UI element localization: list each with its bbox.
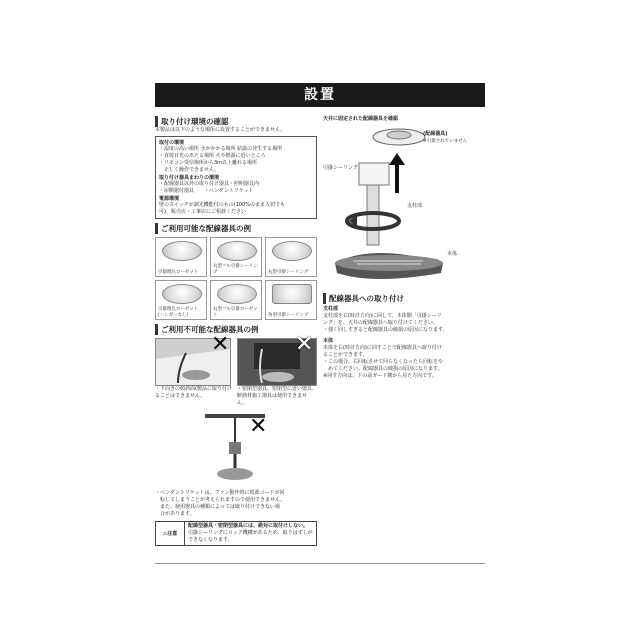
- ceiling-fixture-image: [217, 241, 257, 261]
- usable-caption: 丸型フル引掛ローゼット: [213, 307, 258, 318]
- usable-item: [155, 237, 207, 277]
- unusable-caption-1: ・下向きの傾斜面(製品に取り付けることはできません。: [155, 386, 232, 399]
- fig-label-body: 本体: [447, 251, 458, 257]
- usable-item: [155, 280, 207, 320]
- env-line: 正しく操作できません。: [159, 167, 220, 173]
- step2-line: ※回す方向は、下の前ガード側から見た方向です。: [323, 373, 437, 379]
- step1-line: ・強く回しすぎると配線器具の破損の原因になります。: [323, 327, 448, 333]
- usable-caption: 引掛埋込ローゼット: [158, 269, 199, 275]
- page-bottom-rule: [155, 563, 485, 564]
- step2-line: めてください。配線器具の破損の原因になります。: [323, 366, 443, 372]
- fig-caption-top: 天井に固定された配線器具を確認: [323, 116, 399, 122]
- prohibited-x-icon: ✕: [295, 332, 314, 357]
- env-line: ・配線器具以外の取り付け器具・照明器具内: [159, 181, 260, 187]
- fig-label-pole: 支柱部: [407, 203, 423, 209]
- usable-caption: 丸型引掛シーリング: [268, 269, 309, 275]
- env-box1-title: 取付の環境: [159, 140, 185, 146]
- step2-line: ・この場合、右回転させて回らなくなったら回転をや: [323, 359, 444, 365]
- usable-caption: 角型引掛シーリング: [268, 312, 309, 318]
- prohibited-x-icon: ✕: [249, 414, 268, 439]
- env-line: ・直射日光のあたる場所 火や熱源に近いところ: [159, 153, 266, 159]
- env-line: ・湿度の高い場所 水がかかる場所 結露の発生する場所: [159, 146, 283, 152]
- ceiling-fixture-image: [272, 284, 312, 304]
- step2-line: 本体を右(時計方向)に回すことで配線器具へ取り付け: [323, 345, 442, 351]
- ceiling-fixture-image: [162, 241, 202, 261]
- manual-page: [150, 80, 490, 570]
- unusable-examples: [155, 332, 318, 410]
- install-heading: 配線器具への取り付け: [323, 293, 485, 304]
- warning-icon: ⚠: [162, 530, 168, 537]
- usable-caption: 引掛埋込ローゼット(ハンガーなし): [158, 307, 199, 318]
- usable-grid: [155, 237, 317, 320]
- prohibited-x-icon: ✕: [211, 332, 230, 357]
- page-title: 設置: [155, 83, 485, 107]
- caution-box: [155, 521, 317, 546]
- fig-label-plug: 引掛シーリング: [323, 165, 358, 171]
- step1-title: 支柱部: [323, 306, 339, 312]
- unusable-heading: ご利用不可能な配線器具の例: [155, 324, 317, 335]
- step1-line: 支柱部を右(時計方向)に回して、本体側「引掛シーリ: [323, 313, 442, 319]
- step2-title: 本体: [323, 338, 334, 344]
- env-intro: 本製品は以下のような場所に設置することができません。: [155, 127, 286, 133]
- usable-item: [265, 280, 317, 320]
- env-line: ・リモコン受信場所から3m以上離れる場所: [159, 160, 258, 166]
- pendant-example: [155, 412, 317, 490]
- usable-heading: ご利用可能な配線器具の例: [155, 223, 317, 234]
- step2-line: ることができます。: [323, 352, 368, 358]
- usable-caption: 丸型フル引掛シーリング: [213, 264, 258, 275]
- usable-item: [210, 237, 262, 277]
- ceiling-fixture-image: [272, 241, 312, 261]
- usable-item: [265, 237, 317, 277]
- unusable-caption-2: ・密閉型器具、密閉型に近い器具、断熱材施工器具は使用できません。: [237, 386, 318, 406]
- installation-figure: [323, 123, 485, 293]
- fig-label-device: (配線器具): [423, 131, 448, 137]
- caution-label-text: 注意: [167, 531, 178, 537]
- caution-label: [156, 522, 185, 545]
- env-line: 壁のスイッチが調光機能付のもの(100%のまま入切でも: [159, 202, 286, 208]
- env-line: ・屋側据付器具 ・ペンダントソケット: [159, 188, 254, 194]
- fig-label-device-note: ※引掛されていません: [423, 139, 468, 144]
- env-box2-title: 取り付け器具まわりの環境: [159, 175, 220, 181]
- env-box: [155, 136, 317, 219]
- pendant-note: 転してしまうことが考えられますので使用できません。: [155, 497, 286, 503]
- usable-item: [210, 280, 262, 320]
- fan-install-diagram: [323, 123, 485, 293]
- ceiling-fixture-image: [162, 284, 202, 304]
- pendant-note: 合があります。: [155, 511, 195, 517]
- left-column: [155, 116, 317, 546]
- caution-line: 配線型器具・密閉型器具には、絶対に取付けしない。: [188, 523, 309, 529]
- right-column: [323, 116, 485, 380]
- env-line: 可)、販売店・工事店にご相談ください: [159, 209, 246, 215]
- ceiling-fixture-image: [217, 284, 257, 304]
- step1-line: ング」を、天井の配線器具へ取り付けてください。: [323, 320, 438, 326]
- caution-line: 引掛シーリングにロック機構があるため、取りはずしができなくなります。: [188, 530, 313, 543]
- env-heading: 取り付け環境の確認: [155, 116, 317, 127]
- pendant-note: また、使用器具の種類によっては取り付けできない場: [155, 504, 281, 510]
- pendant-note: ・ペンダントソケットは、ファン動作時に電源コードが回: [155, 490, 285, 496]
- env-box3-title: 電源環境: [159, 196, 180, 202]
